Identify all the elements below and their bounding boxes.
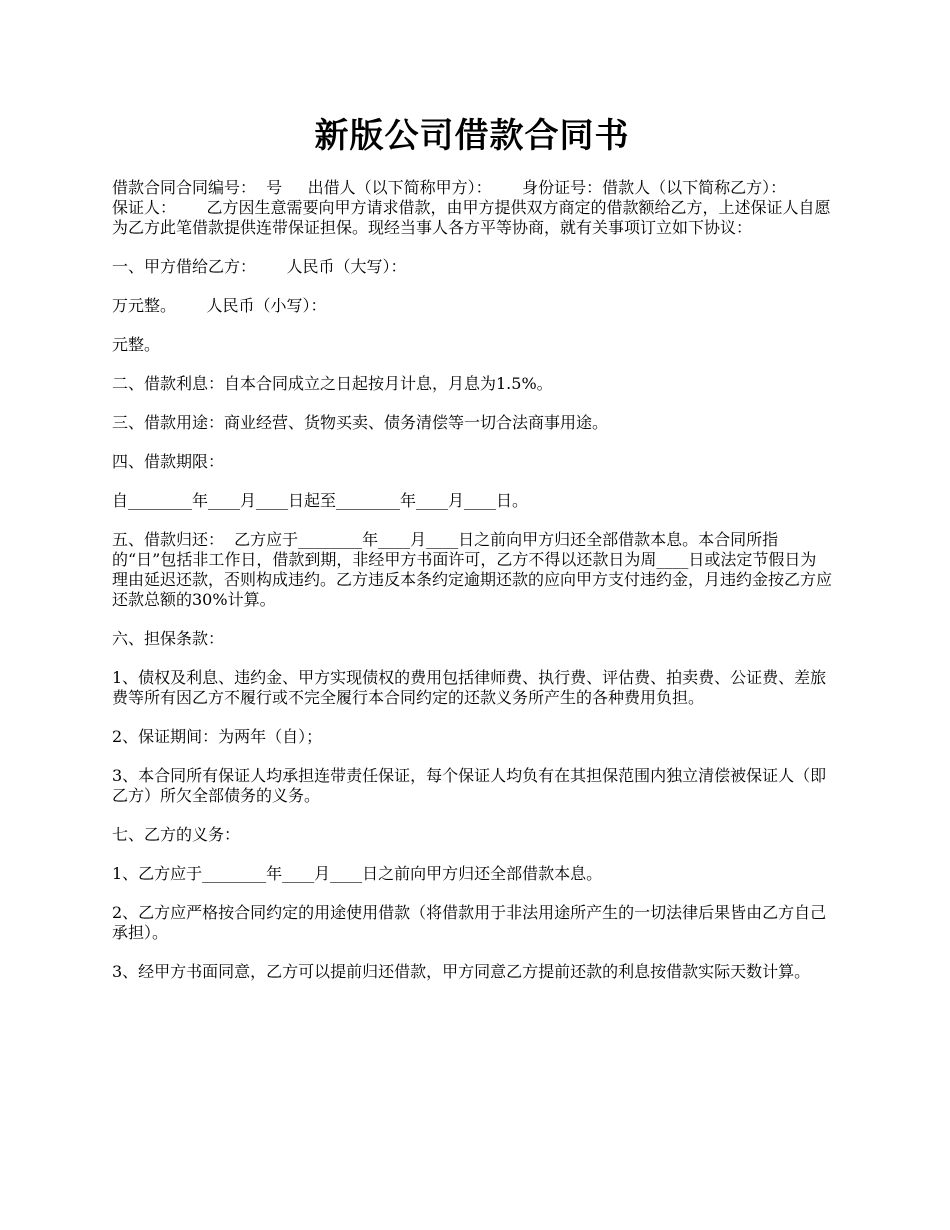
paragraph-repayment: 五、借款归还： 乙方应于________年____月____日之前向甲方归还全部借款本息。本合同所指的“日”包括非工作日，借款到期，非经甲方书面许可，乙方不得以还款日为周____日或法定节假日为理由延迟还款，否则构成违约。乙方违反本条约定逾期还款的应向甲方支付违约金，月违约金按乙方应还款总额的30%计算。 [112,530,833,609]
paragraph-term-heading: 四、借款期限： [112,452,225,471]
paragraph-obligation-3: 3、经甲方书面同意，乙方可以提前归还借款，甲方同意乙方提前还款的利息按借款实际天数计算。 [112,962,811,981]
paragraph-preamble: 借款合同合同编号： 号 出借人（以下简称甲方）： 身份证号：借款人（以下简称乙方）： 保证人： 乙方因生意需要向甲方请求借款，由甲方提供双方商定的借款额给乙方，上述保证人自愿为乙方此笔借款提供连带保证担保。现经当事人各方平等协商，就有关事项订立如下协议： [112,178,831,237]
paragraph-obligation-2: 2、乙方应严格按合同约定的用途使用借款（将借款用于非法用途所产生的一切法律后果皆由乙方自己承担）。 [112,903,827,942]
document-page [112,108,832,1001]
paragraph-yuan: 元整。 [112,335,161,354]
paragraph-guarantee-2: 2、保证期间：为两年（自）； [112,727,323,746]
paragraph-guarantee-3: 3、本合同所有保证人均承担连带责任保证，每个保证人均负有在其担保范围内独立清偿被保证人（即乙方）所欠全部债务的义务。 [112,766,827,805]
paragraph-guarantee-heading: 六、担保条款： [112,629,225,648]
paragraph-guarantee-1: 1、债权及利息、违约金、甲方实现债权的费用包括律师费、执行费、评估费、拍卖费、公证费、差旅费等所有因乙方不履行或不完全履行本合同约定的还款义务所产生的各种费用负担。 [112,668,827,707]
paragraph-term-dates: 自________年____月____日起至________年____月____日。 [112,491,529,510]
paragraph-obligation-1: 1、乙方应于________年____月____日之前向甲方归还全部借款本息。 [112,864,603,883]
paragraph-loan-amount-lower: 万元整。 人民币（小写）： [112,296,327,315]
paragraph-obligations-heading: 七、乙方的义务： [112,825,241,844]
paragraph-loan-amount-upper: 一、甲方借给乙方： 人民币（大写）： [112,257,407,276]
document-title: 新版公司借款合同书 [314,116,630,156]
paragraph-purpose: 三、借款用途：商业经营、货物买卖、债务清偿等一切合法商事用途。 [112,413,609,432]
paragraph-interest: 二、借款利息：自本合同成立之日起按月计息，月息为1.5%。 [112,374,553,393]
